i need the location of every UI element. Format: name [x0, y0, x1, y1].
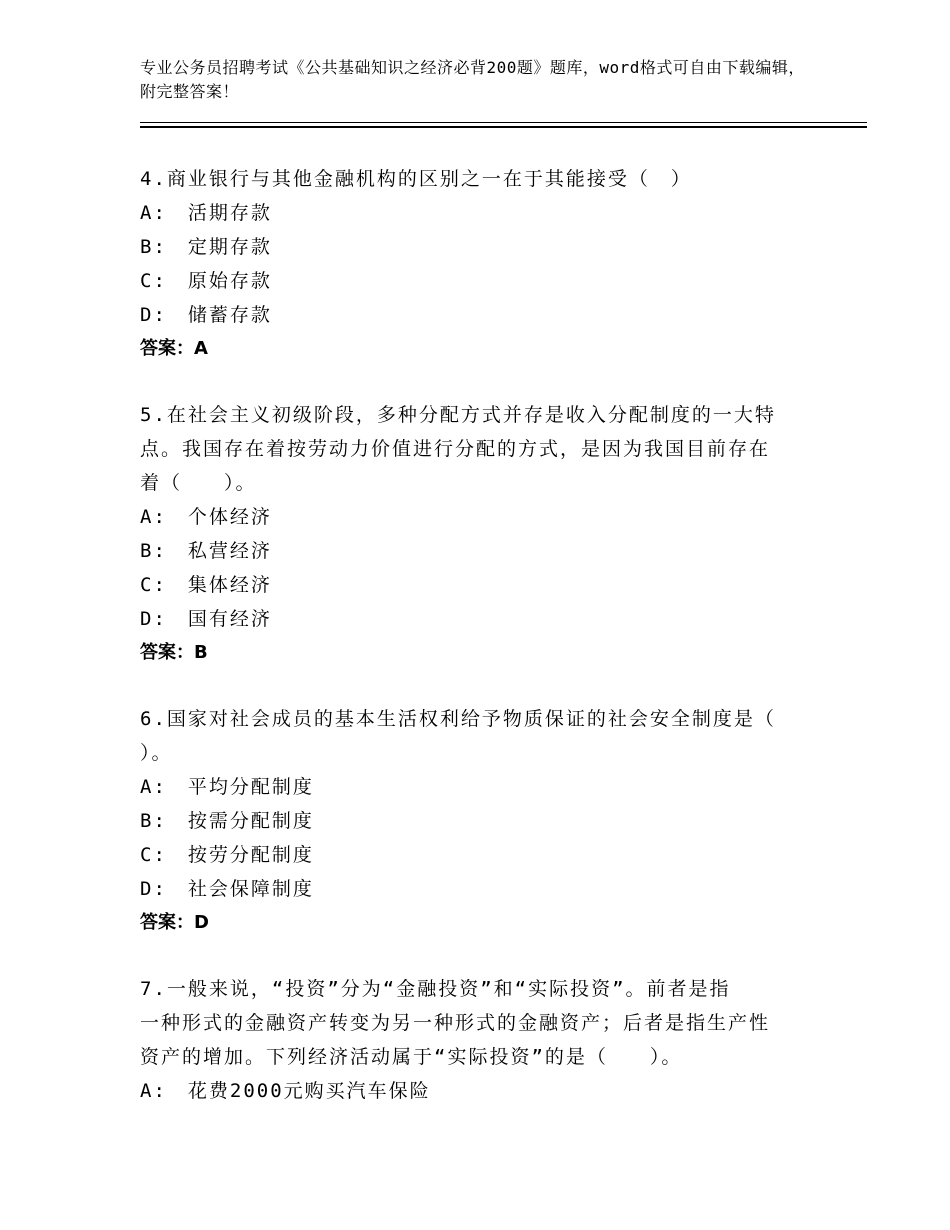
option-a: A: 花费2000元购买汽车保险 — [140, 1080, 431, 1102]
question-4 — [140, 162, 820, 366]
question-stem-line: 5.在社会主义初级阶段，多种分配方式并存是收入分配制度的一大特 — [140, 404, 776, 426]
question-6 — [140, 702, 820, 940]
option-c: C: 原始存款 — [140, 270, 272, 292]
option-c: C: 按劳分配制度 — [140, 844, 314, 866]
question-list — [140, 162, 820, 1140]
question-stem-line: 一种形式的金融资产转变为另一种形式的金融资产；后者是指生产性 — [140, 1012, 771, 1034]
question-stem — [140, 398, 820, 500]
header-divider-thick — [140, 126, 867, 128]
option-b: B: 私营经济 — [140, 540, 272, 562]
question-7 — [140, 972, 820, 1108]
question-stem-line: 7.一般来说，“投资”分为“金融投资”和“实际投资”。前者是指 — [140, 978, 731, 1000]
option-c: C: 集体经济 — [140, 574, 272, 596]
option-a: A: 个体经济 — [140, 506, 272, 528]
option-a: A: 活期存款 — [140, 202, 272, 224]
option-b: B: 按需分配制度 — [140, 810, 314, 832]
question-stem — [140, 702, 820, 770]
option-b: B: 定期存款 — [140, 236, 272, 258]
question-stem-line: 着（ ）。 — [140, 472, 257, 494]
question-stem — [140, 162, 820, 196]
answer-text: 答案：A — [140, 338, 208, 359]
question-stem-line: 资产的增加。下列经济活动属于“实际投资”的是（ ）。 — [140, 1046, 683, 1068]
question-stem-line: 6.国家对社会成员的基本生活权利给予物质保证的社会安全制度是（ — [140, 708, 776, 730]
question-stem — [140, 972, 820, 1074]
option-d: D: 社会保障制度 — [140, 878, 314, 900]
header-divider-thin — [140, 122, 867, 123]
option-d: D: 国有经济 — [140, 608, 272, 630]
question-stem-line: ）。 — [140, 742, 173, 764]
answer-text: 答案：D — [140, 912, 209, 933]
document-header: 专业公务员招聘考试《公共基础知识之经济必背200题》题库，word格式可自由下载编辑，附完整答案！ — [140, 58, 805, 101]
question-stem-line: 4.商业银行与其他金融机构的区别之一在于其能接受（ ） — [140, 168, 692, 190]
option-d: D: 储蓄存款 — [140, 304, 272, 326]
question-5 — [140, 398, 820, 670]
answer-text: 答案：B — [140, 642, 208, 663]
option-a: A: 平均分配制度 — [140, 776, 314, 798]
question-stem-line: 点。我国存在着按劳动力价值进行分配的方式，是因为我国目前存在 — [140, 438, 771, 460]
